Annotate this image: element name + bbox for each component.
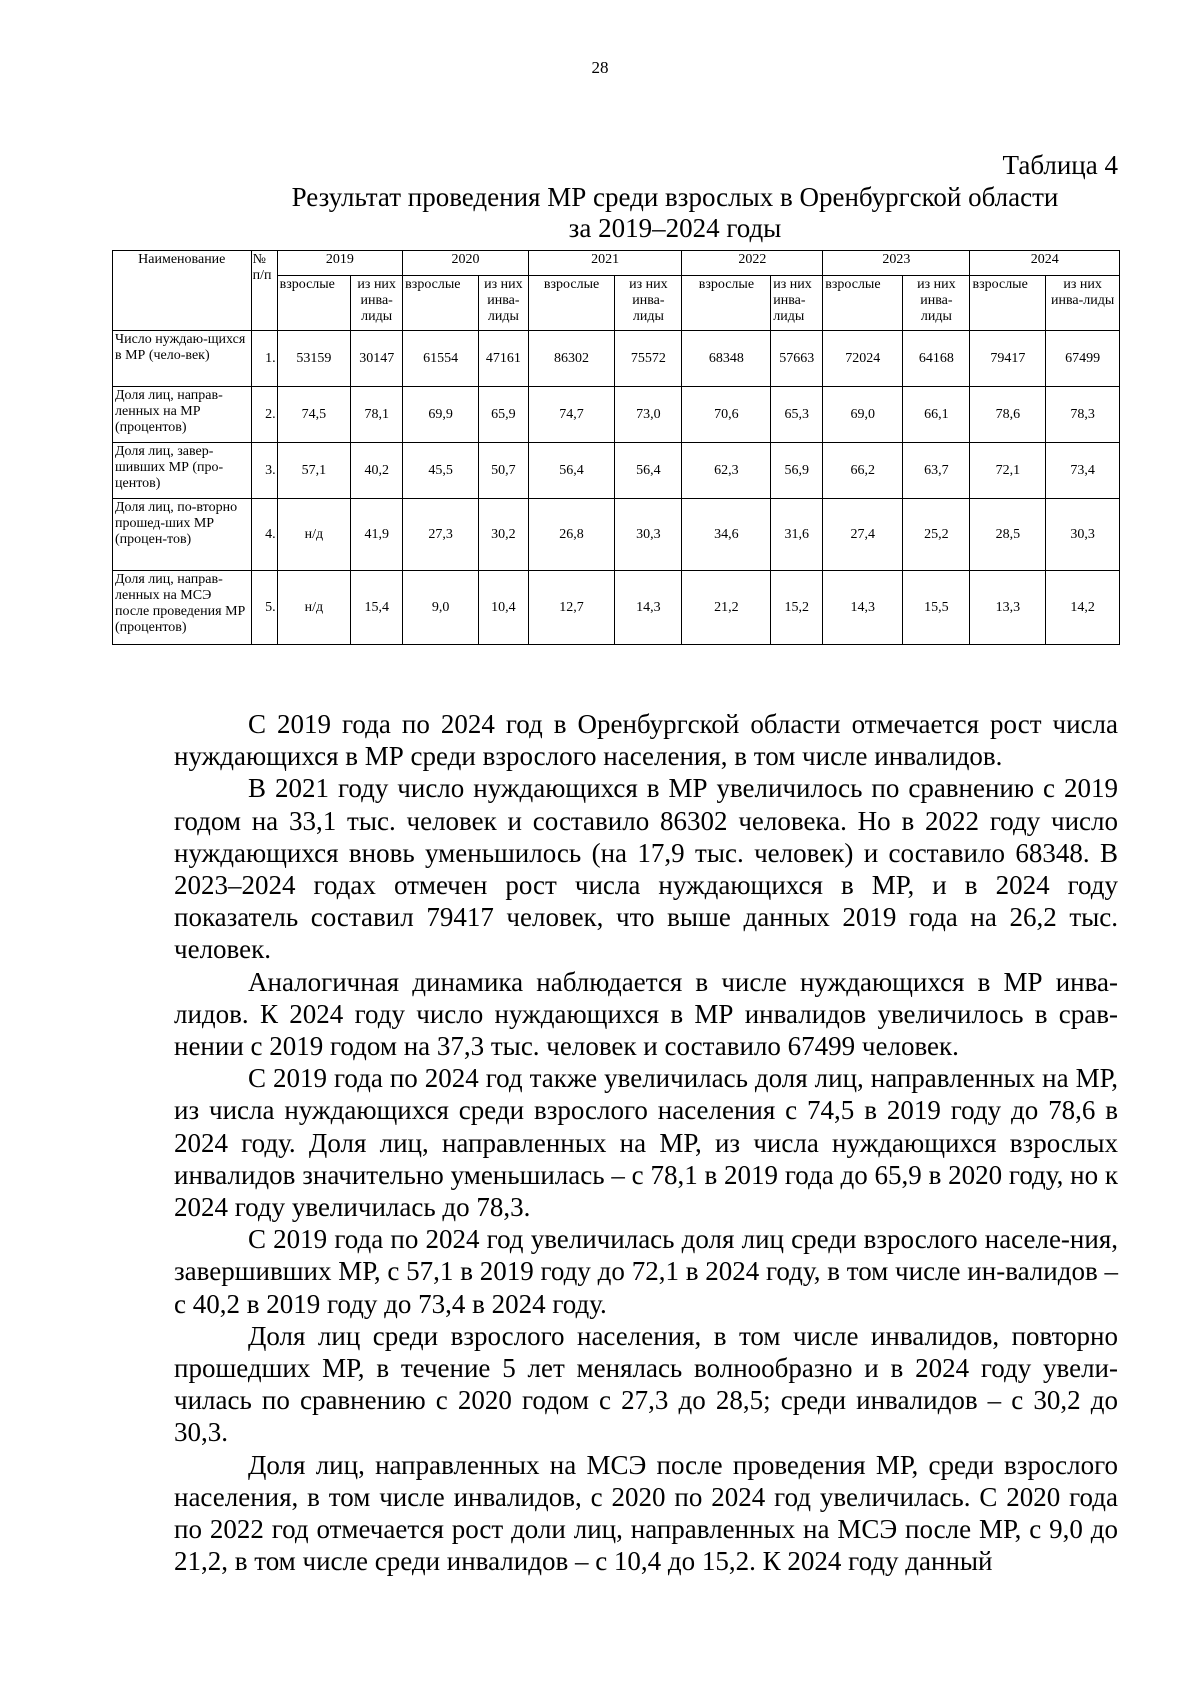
- cell-value: н/д: [277, 571, 351, 645]
- cell-value: 67499: [1046, 331, 1120, 387]
- cell-value: 61554: [403, 331, 479, 387]
- cell-value: 65,9: [478, 387, 528, 443]
- cell-value: 69,0: [823, 387, 903, 443]
- cell-value: 65,3: [771, 387, 823, 443]
- header-disabled: из них инва-лиды: [903, 276, 970, 331]
- paragraph: С 2019 года по 2024 год также увеличилась доля лиц, направленных на МР, из числа нуждающихся среди взрослого населения с 74,5 в 2019 году до 78,6 в 2024 году. Доля лиц, направленных на МР, из числа нуждающихся взрослых инвалидов значительно уменьшилась – с 78,1 в 2019 года до 65,9 в 2020 году, но к 2024 году увеличилась до 78,3.: [174, 1063, 1118, 1223]
- table-row: [113, 387, 1120, 443]
- cell-value: 68348: [682, 331, 771, 387]
- cell-value: 15,2: [771, 571, 823, 645]
- paragraph: В 2021 году число нуждающихся в МР увеличилось по сравнению с 2019 годом на 33,1 тыс. человек и составило 86302 человека. Но в 2022 году число нуждающихся вновь уменьшилось (на 17,9 тыс. человек) и составило 68348. В 2023–2024 годах отмечен рост числа нуждающихся в МР, и в 2024 году показатель составил 79417 человек, что выше данных 2019 года на 26,2 тыс. человек.: [174, 773, 1118, 965]
- cell-value: 74,5: [277, 387, 351, 443]
- cell-value: 53159: [277, 331, 351, 387]
- cell-value: 50,7: [478, 443, 528, 499]
- cell-value: 66,2: [823, 443, 903, 499]
- cell-value: 79417: [970, 331, 1046, 387]
- paragraph: С 2019 года по 2024 год увеличилась доля лиц среди взрослого населе-ния, завершивших МР, с 57,1 в 2019 году до 72,1 в 2024 году, в том числе ин-валидов – с 40,2 в 2019 году до 73,4 в 2024 году.: [174, 1224, 1118, 1319]
- table-row: [113, 331, 1120, 387]
- cell-value: 41,9: [351, 499, 403, 571]
- header-year: 2019: [277, 251, 403, 276]
- cell-value: 14,3: [823, 571, 903, 645]
- cell-value: 74,7: [528, 387, 615, 443]
- cell-value: 10,4: [478, 571, 528, 645]
- header-adults: взрослые: [403, 276, 479, 331]
- cell-value: 27,4: [823, 499, 903, 571]
- table-row: [113, 571, 1120, 645]
- cell-value: 12,7: [528, 571, 615, 645]
- table-title-line-2: за 2019–2024 годы: [568, 213, 782, 243]
- cell-value: 73,0: [615, 387, 682, 443]
- cell-value: 26,8: [528, 499, 615, 571]
- body-text: [174, 708, 1118, 1577]
- cell-value: 47161: [478, 331, 528, 387]
- cell-value: 73,4: [1046, 443, 1120, 499]
- page-number: 28: [591, 58, 609, 77]
- paragraph: Доля лиц, направленных на МСЭ после проведения МР, среди взрослого населения, в том числе инвалидов, с 2020 по 2024 год увеличилась. С 2020 года по 2022 год отмечается рост доли лиц, направленных на МСЭ после МР, с 9,0 до 21,2, в том числе среди инвалидов – с 10,4 до 15,2. К 2024 году данный: [174, 1449, 1118, 1577]
- header-adults: взрослые: [682, 276, 771, 331]
- table-body: [113, 331, 1120, 645]
- paragraph: Аналогичная динамика наблюдается в числе нуждающихся в МР инва-лидов. К 2024 году число нуждающихся в МР инвалидов увеличилось в срав-нении с 2019 годом на 37,3 тыс. человек и составило 67499 человек.: [174, 966, 1118, 1062]
- row-name: Доля лиц, по-вторно прошед-ших МР (процен-тов): [113, 499, 252, 571]
- cell-value: 40,2: [351, 443, 403, 499]
- cell-value: 57663: [771, 331, 823, 387]
- cell-value: 69,9: [403, 387, 479, 443]
- header-num: № п/п: [251, 251, 277, 331]
- cell-value: 30147: [351, 331, 403, 387]
- results-table: [112, 250, 1120, 645]
- cell-value: 15,4: [351, 571, 403, 645]
- header-year: 2021: [528, 251, 682, 276]
- table-row: [113, 443, 1120, 499]
- header-disabled: из них инва-лиды: [478, 276, 528, 331]
- cell-value: 45,5: [403, 443, 479, 499]
- paragraph: Доля лиц среди взрослого населения, в том числе инвалидов, повторно прошедших МР, в течение 5 лет менялась волнообразно и в 2024 году увели-чилась по сравнению с 2020 годом с 27,3 до 28,5; среди инвалидов – с 30,2 до 30,3.: [174, 1320, 1118, 1448]
- header-adults: взрослые: [823, 276, 903, 331]
- cell-value: 86302: [528, 331, 615, 387]
- header-year: 2020: [403, 251, 529, 276]
- row-name: Доля лиц, направ-ленных на МСЭ после проведения МР (процентов): [113, 571, 252, 645]
- row-name: Доля лиц, завер-шивших МР (про-центов): [113, 443, 252, 499]
- cell-value: 30,2: [478, 499, 528, 571]
- header-disabled: из них инва-лиды: [351, 276, 403, 331]
- cell-value: 27,3: [403, 499, 479, 571]
- table-title-line-1: Результат проведения МР среди взрослых в Оренбургской области: [291, 182, 1059, 212]
- cell-value: 25,2: [903, 499, 970, 571]
- row-number: 2.: [251, 387, 277, 443]
- header-disabled: из них инва-лиды: [615, 276, 682, 331]
- cell-value: 72024: [823, 331, 903, 387]
- table-title: [240, 182, 1110, 244]
- cell-value: 64168: [903, 331, 970, 387]
- paragraph: С 2019 года по 2024 год в Оренбургской области отмечается рост числа нуждающихся в МР среди взрослого населения, в том числе инвалидов.: [174, 709, 1118, 772]
- header-year: 2024: [970, 251, 1120, 276]
- cell-value: 21,2: [682, 571, 771, 645]
- cell-value: 63,7: [903, 443, 970, 499]
- header-adults: взрослые: [528, 276, 615, 331]
- cell-value: 9,0: [403, 571, 479, 645]
- cell-value: 14,2: [1046, 571, 1120, 645]
- cell-value: 56,9: [771, 443, 823, 499]
- header-adults: взрослые: [970, 276, 1046, 331]
- row-name: Число нуждаю-щихся в МР (чело-век): [113, 331, 252, 387]
- cell-value: 78,3: [1046, 387, 1120, 443]
- cell-value: 31,6: [771, 499, 823, 571]
- cell-value: 13,3: [970, 571, 1046, 645]
- cell-value: 30,3: [1046, 499, 1120, 571]
- row-number: 1.: [251, 331, 277, 387]
- cell-value: 78,1: [351, 387, 403, 443]
- cell-value: 78,6: [970, 387, 1046, 443]
- header-year: 2022: [682, 251, 823, 276]
- header-year: 2023: [823, 251, 970, 276]
- row-number: 3.: [251, 443, 277, 499]
- cell-value: 30,3: [615, 499, 682, 571]
- cell-value: 70,6: [682, 387, 771, 443]
- cell-value: 56,4: [615, 443, 682, 499]
- row-number: 4.: [251, 499, 277, 571]
- row-number: 5.: [251, 571, 277, 645]
- cell-value: 72,1: [970, 443, 1046, 499]
- cell-value: 57,1: [277, 443, 351, 499]
- table-label: Таблица 4: [1002, 150, 1118, 180]
- header-disabled: из них инва-лиды: [1046, 276, 1120, 331]
- cell-value: 75572: [615, 331, 682, 387]
- header-name: Наименование: [113, 251, 252, 331]
- cell-value: 34,6: [682, 499, 771, 571]
- row-name: Доля лиц, направ-ленных на МР (процентов): [113, 387, 252, 443]
- cell-value: 28,5: [970, 499, 1046, 571]
- header-disabled: из них инва-лиды: [771, 276, 823, 331]
- cell-value: 66,1: [903, 387, 970, 443]
- cell-value: 62,3: [682, 443, 771, 499]
- table-row: [113, 499, 1120, 571]
- header-adults: взрослые: [277, 276, 351, 331]
- cell-value: н/д: [277, 499, 351, 571]
- cell-value: 56,4: [528, 443, 615, 499]
- cell-value: 14,3: [615, 571, 682, 645]
- cell-value: 15,5: [903, 571, 970, 645]
